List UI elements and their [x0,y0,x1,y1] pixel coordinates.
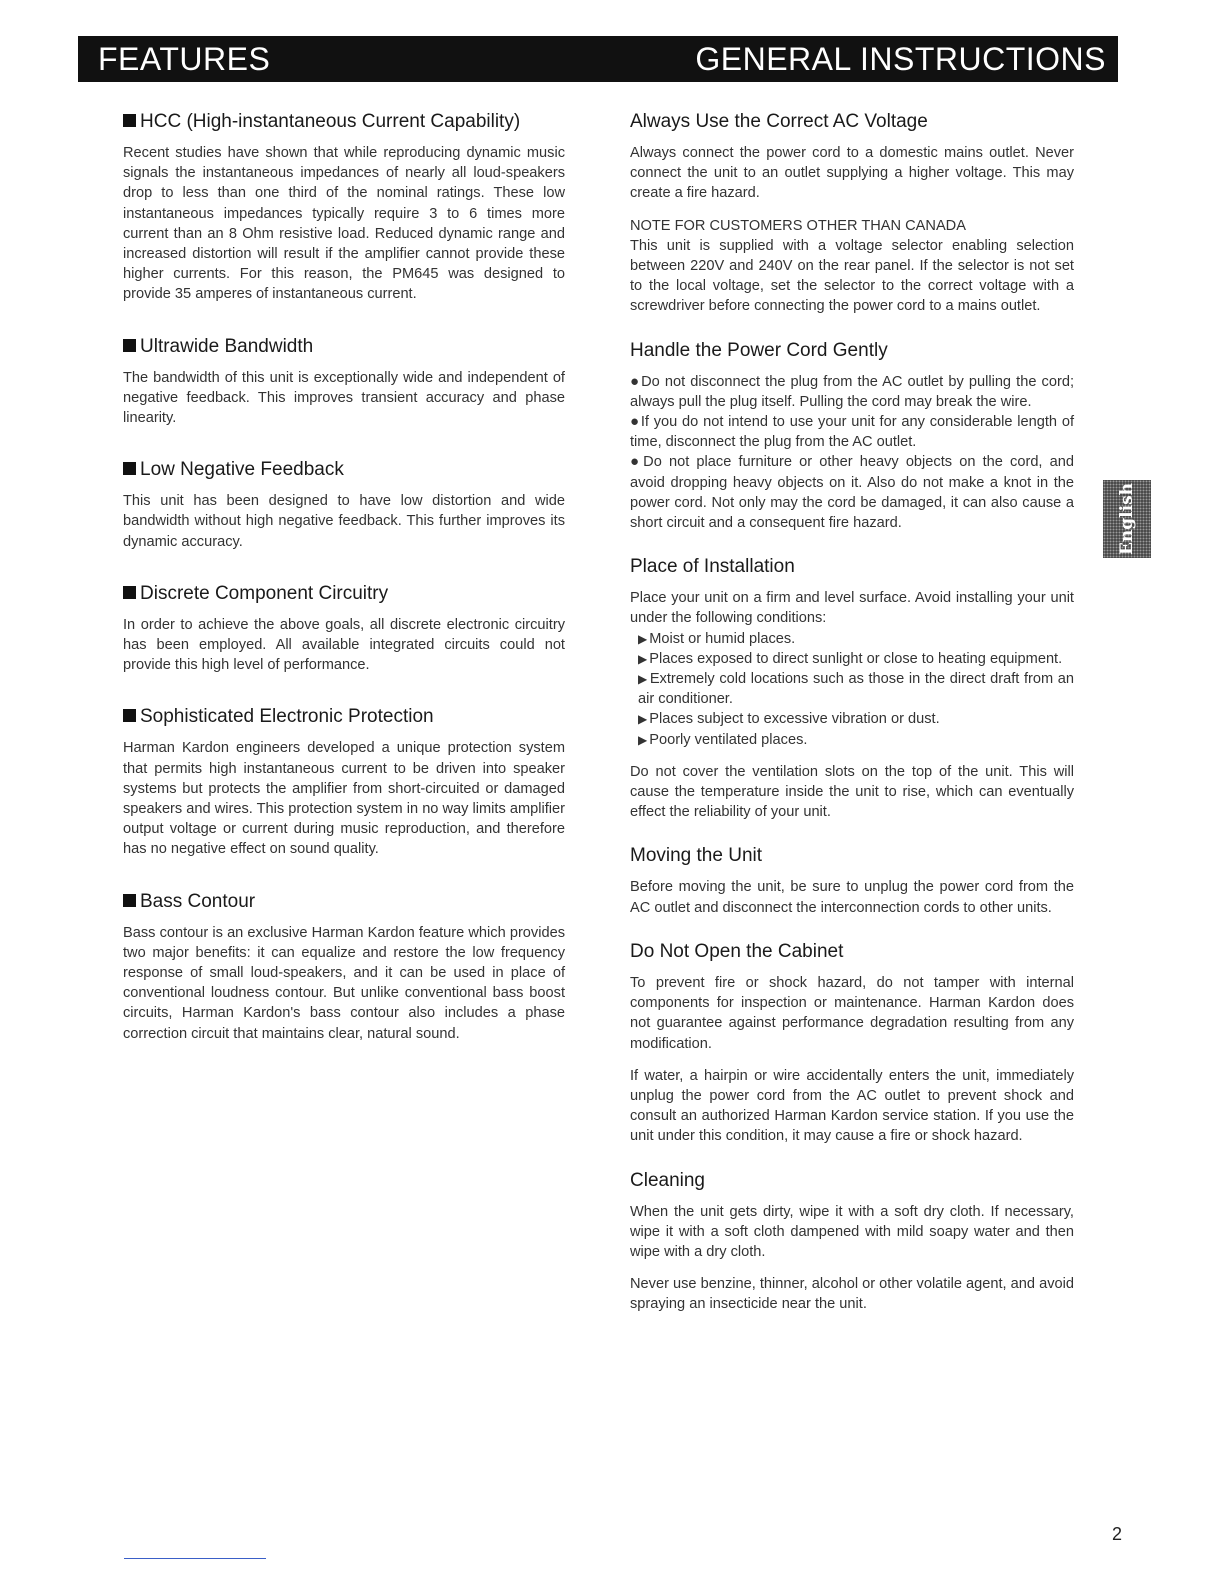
arrow-bullet-icon: ▶ [638,672,648,687]
instructions-column [630,110,1074,1337]
list-item: ▶ Places subject to excessive vibration or dust. [638,711,940,728]
instruction-section-cabinet [630,940,1074,1147]
instruction-title: Do Not Open the Cabinet [630,940,844,962]
footer-rule [124,1558,266,1559]
arrow-bullet-icon: ▶ [638,631,648,646]
list-item: ●Do not disconnect the plug from the AC outlet by pulling the cord; always pull the plug itself. Pulling the cord may break the wire. [630,372,1074,410]
list-item: ●If you do not intend to use your unit for any considerable length of time, disconnect the plug from the AC outlet. [630,413,1075,451]
language-tab-label: English [1117,482,1137,556]
square-bullet-icon [123,339,136,352]
arrow-bullet-icon: ▶ [638,651,648,666]
list-item: ▶ Places exposed to direct sunlight or close to heating equipment. [638,650,1063,667]
features-heading: FEATURES [98,40,271,77]
list-item: ▶ Extremely cold locations such as those in the direct draft from an air conditioner. [638,671,1074,708]
instruction-text: If water, a hairpin or wire accidentally enters the unit, immediately unplug the power cord from the AC outlet to prevent shock and consult an authorized Harman Kardon service station. If you use the unit under this condition, it may cause a fire or shock hazard. [630,1067,1074,1145]
square-bullet-icon [123,709,136,722]
general-instructions-heading: GENERAL INSTRUCTIONS [695,40,1106,77]
features-column [123,110,565,1074]
round-bullet-icon: ● [630,372,641,390]
instruction-text: To prevent fire or shock hazard, do not tamper with internal components for inspection or maintenance. Harman Kardon does not guarantee against performance degradation resulting from any modification. [630,974,1074,1052]
feature-text: Harman Kardon engineers developed a unique protection system that permits high instantaneous current to be driven into speaker systems but protects the amplifier from short-circuited or damaged speakers and wires. This protection system in no way limits amplifier output voltage or current during music reproduction, and therefore has no negative effect on sound quality. [123,740,565,858]
feature-text: Bass contour is an exclusive Harman Kardon feature which provides two major benefits: it can equalize and restore the low frequency response of small loud-speakers, and it can be used in place of conventional loudness contour. But unlike conventional bass boost circuits, Harman Kardon's bass contour also includes a phase correction circuit that maintains clear, natural sound. [123,924,565,1042]
instruction-section-voltage [630,110,1074,317]
feature-section [123,335,565,429]
feature-title: Bass Contour [123,890,565,914]
feature-section [123,890,565,1044]
instruction-text: Do not cover the ventilation slots on the top of the unit. This will cause the temperature inside the unit to rise, which can eventually effect the reliability of your unit. [630,763,1074,821]
square-bullet-icon [123,894,136,907]
instruction-title: Place of Installation [630,556,795,578]
feature-text: In order to achieve the above goals, all discrete electronic circuitry has been employed. All available integrated circuits could not provide this high level of performance. [123,616,565,674]
instruction-text: Place your unit on a firm and level surface. Avoid installing your unit under the following conditions: [630,590,1074,627]
arrow-bullet-icon: ▶ [638,712,648,727]
page-number: 2 [1112,1524,1123,1544]
language-tab [1103,480,1151,558]
header-banner [78,36,1118,82]
list-item: ●Do not place furniture or other heavy objects on the cord, and avoid dropping heavy objects on it. Also do not make a knot in the power cord. Not only may the cord be damaged, it can also cause a short circuit and a consequent fire hazard. [630,453,1074,532]
feature-title: Low Negative Feedback [123,458,565,482]
instruction-title: Cleaning [630,1169,705,1191]
instruction-section-installation [630,555,1074,822]
instruction-title: Always Use the Correct AC Voltage [630,111,928,132]
round-bullet-icon: ● [630,453,643,471]
feature-title: Sophisticated Electronic Protection [123,705,565,729]
note-title: NOTE FOR CUSTOMERS OTHER THAN CANADA [630,217,966,234]
feature-text: Recent studies have shown that while reproducing dynamic music signals the instantaneous impedances of nearly all loud-speakers drop to less than one third of the nominal ratings. These low instantaneous impedances typically require 3 to 6 times more current than an 8 Ohm resistive load. Reduced dynamic range and increased distortion will result if the amplifier cannot provide these higher currents. For this reason, the PM645 was designed to provide 35 amperes of instantaneous current. [123,145,565,303]
feature-section [123,582,565,676]
instruction-text: Before moving the unit, be sure to unplug the power cord from the AC outlet and disconnect the interconnection cords to other units. [630,879,1074,916]
feature-text: This unit has been designed to have low distortion and wide bandwidth without high negative feedback. This further improves its dynamic accuracy. [123,493,565,550]
instruction-section-moving [630,844,1074,917]
feature-title: Discrete Component Circuitry [123,582,565,606]
square-bullet-icon [123,114,136,127]
feature-title: HCC (High-instantaneous Current Capability) [123,110,565,134]
instruction-section-cleaning [630,1169,1074,1315]
instruction-text: This unit is supplied with a voltage selector enabling selection between 220V and 240V on the rear panel. If the selector is not set to the local voltage, set the selector to the correct voltage with a screwdriver before connecting the power cord to a mains outlet. [630,237,1074,315]
instruction-title: Handle the Power Cord Gently [630,339,888,361]
instruction-section-cord [630,339,1074,534]
feature-text: The bandwidth of this unit is exceptionally wide and independent of negative feedback. This improves transient accuracy and phase linearity. [123,369,565,427]
feature-title: Ultrawide Bandwidth [123,335,565,359]
feature-section [123,110,565,305]
arrow-bullet-icon: ▶ [638,732,648,747]
instruction-title: Moving the Unit [630,845,763,867]
square-bullet-icon [123,586,136,599]
feature-section [123,705,565,859]
feature-section [123,458,565,552]
instruction-text: When the unit gets dirty, wipe it with a soft dry cloth. If necessary, wipe it with a soft cloth dampened with mild soapy water and then wipe with a dry cloth. [630,1203,1074,1260]
square-bullet-icon [123,462,136,475]
instruction-text: Never use benzine, thinner, alcohol or other volatile agent, and avoid spraying an insecticide near the unit. [630,1276,1074,1313]
round-bullet-icon: ● [630,413,640,431]
list-item: ▶ Moist or humid places. [638,630,796,647]
list-item: ▶ Poorly ventilated places. [638,731,808,748]
instruction-text: Always connect the power cord to a domestic mains outlet. Never connect the unit to an outlet supplying a higher voltage. This may create a fire hazard. [630,145,1074,202]
